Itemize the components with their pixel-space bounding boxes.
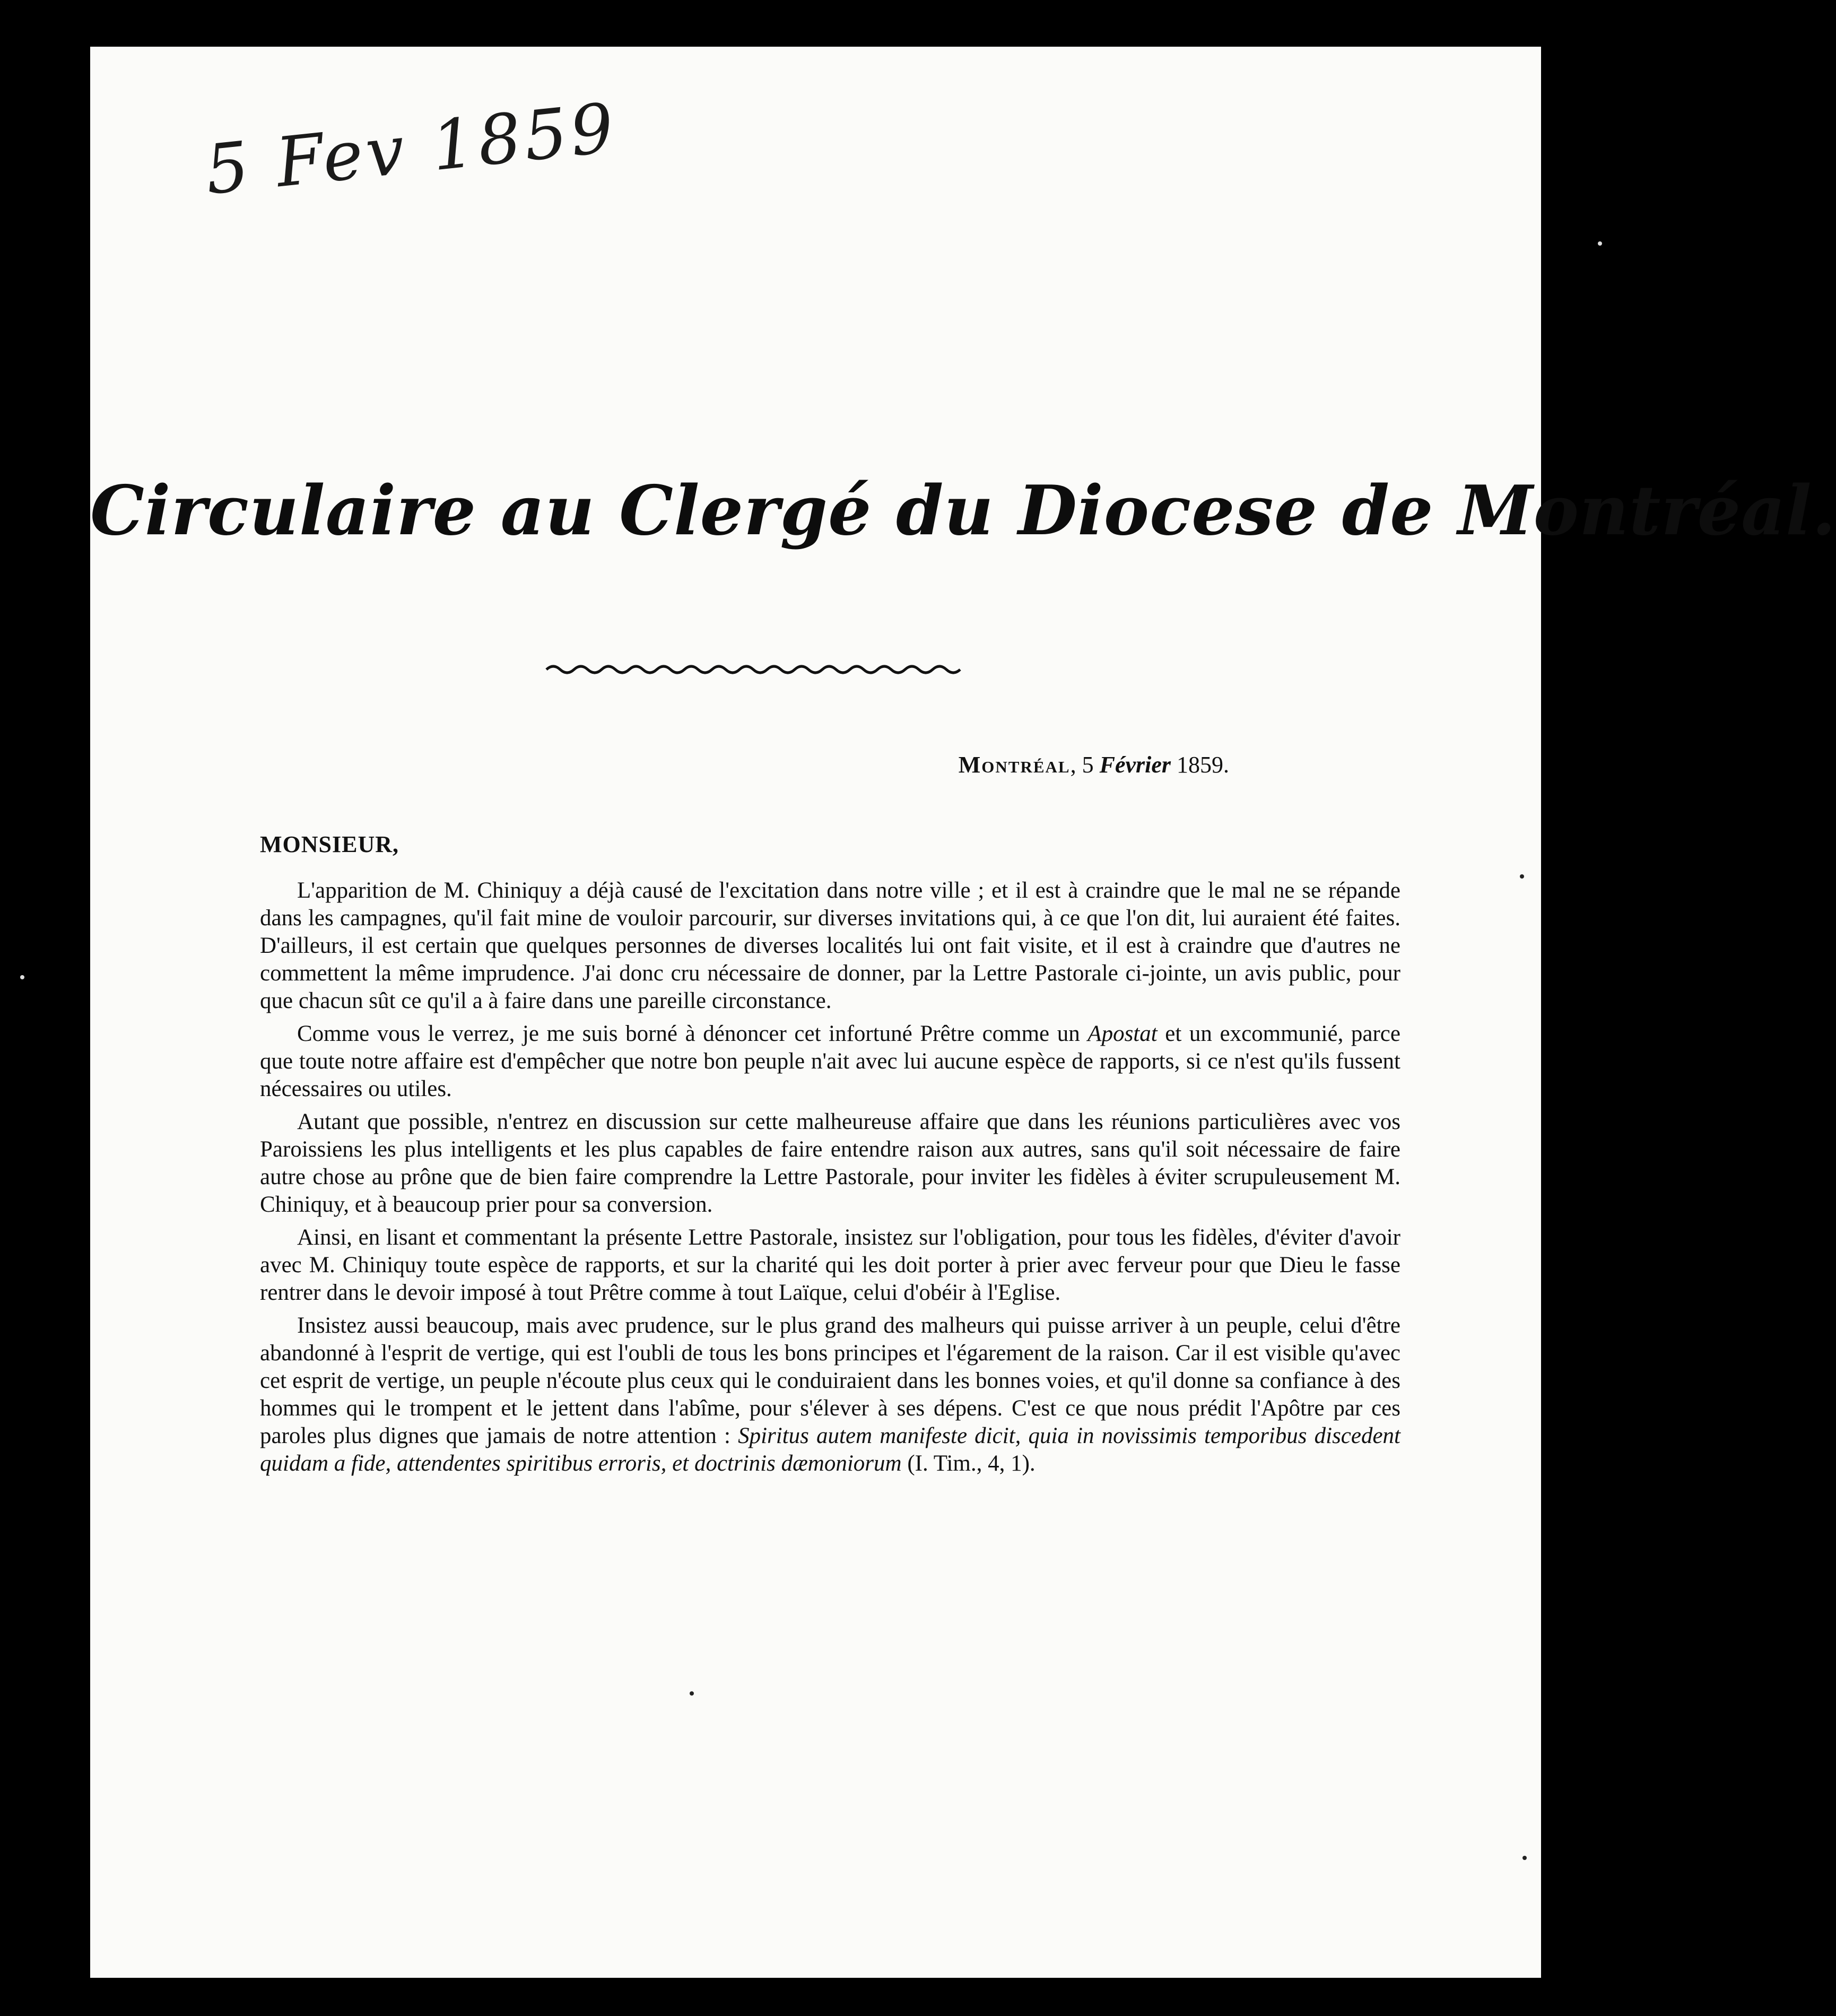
latin-quotation: Spiritus autem manifeste dicit, quia in novissimis temporibus discedent quidam a fide, attendentes spiritibus erroris, et doctrinis dæmoniorum [260, 1423, 1401, 1476]
salutation: MONSIEUR, [260, 831, 399, 857]
paragraph-3: Autant que possible, n'entrez en discussion sur cette malheureuse affaire que dans les réunions particulières avec vos Paroissiens les plus intelligents et les plus capables de faire entendre raison aux autres, sans qu'il soit nécessaire de faire autre chose au prône que de bien faire comprendre la Lettre Pastorale, pour inviter les fidèles à éviter scrupuleusement M. Chiniquy, et à beaucoup prier pour sa conversion. [260, 1109, 1400, 1217]
document-title: Circulaire au Clergé du Diocese de Montréal. [90, 471, 1836, 551]
letter-body [260, 877, 1400, 1483]
dateline-year: 1859. [1171, 752, 1229, 778]
scripture-reference: (I. Tim., 4, 1). [901, 1451, 1036, 1476]
document-page [90, 47, 1836, 1978]
dateline [959, 751, 1229, 778]
paragraph-4: Ainsi, en lisant et commentant la présente Lettre Pastorale, insistez sur l'obligation, pour tous les fidèles, d'éviter d'avoir avec M. Chiniquy toute espèce de rapports, et sur la charité qui les doit porter à prier avec ferveur pour que Dieu le fasse rentrer dans le devoir imposé à tout Prêtre comme à tout Laïque, celui d'obéir à l'Eglise. [260, 1225, 1400, 1305]
handwritten-date-note: 5 Fev 1859 [202, 88, 621, 211]
decorative-wavy-rule [546, 659, 960, 680]
scan-speck [1598, 241, 1602, 246]
scan-speck [20, 975, 24, 979]
dateline-month: Février [1099, 752, 1171, 778]
dateline-day: , 5 [1070, 752, 1100, 778]
paragraph-2: Comme vous le verrez, je me suis borné à dénoncer cet infortuné Prêtre comme un Apostat et un excommunié, parce que toute notre affaire est d'empêcher que notre bon peuple n'ait avec lui aucune espèce de rapports, si ce n'est qu'ils fussent nécessaires ou utiles. [260, 1021, 1400, 1101]
scan-speck [1520, 874, 1524, 879]
dateline-city: Montréal [958, 752, 1071, 778]
paragraph-1: L'apparition de M. Chiniquy a déjà causé de l'excitation dans notre ville ; et il est à craindre que le mal ne se répande dans les campagnes, qu'il fait mine de vouloir parcourir, sur diverses invitations qui, à ce que l'on dit, lui auraient été faites. D'ailleurs, il est certain que quelques personnes de diverses localités lui ont fait visite, et il est à craindre que d'autres ne commettent la même imprudence. J'ai donc cru nécessaire de donner, par la Lettre Pastorale ci-jointe, un avis public, pour que chacun sût ce qu'il a à faire dans une pareille circonstance. [260, 878, 1400, 1013]
scan-speck [1522, 1856, 1527, 1860]
apostat-emphasis: Apostat [1087, 1021, 1158, 1046]
paragraph-5: Insistez aussi beaucoup, mais avec prudence, sur le plus grand des malheurs qui puisse arriver à un peuple, celui d'être abandonné à l'esprit de vertige, qui est l'oubli de tous les bons principes et l'égarement de la raison. Car il est visible qu'avec cet esprit de vertige, un peuple n'écoute plus ceux qui le conduiraient dans les bonnes voies, et qu'il donne sa confiance à des hommes qui le trompent et le jettent dans l'abîme, pour s'élever à ses dépens. C'est ce que nous prédit l'Apôtre par ces paroles plus dignes que jamais de notre attention : Spiritus autem manifeste dicit, quia in novissimis temporibus discedent quidam a fide, attendentes spiritibus erroris, et doctrinis dæmoniorum (I. Tim., 4, 1). [260, 1313, 1401, 1476]
scan-speck [690, 1691, 694, 1696]
